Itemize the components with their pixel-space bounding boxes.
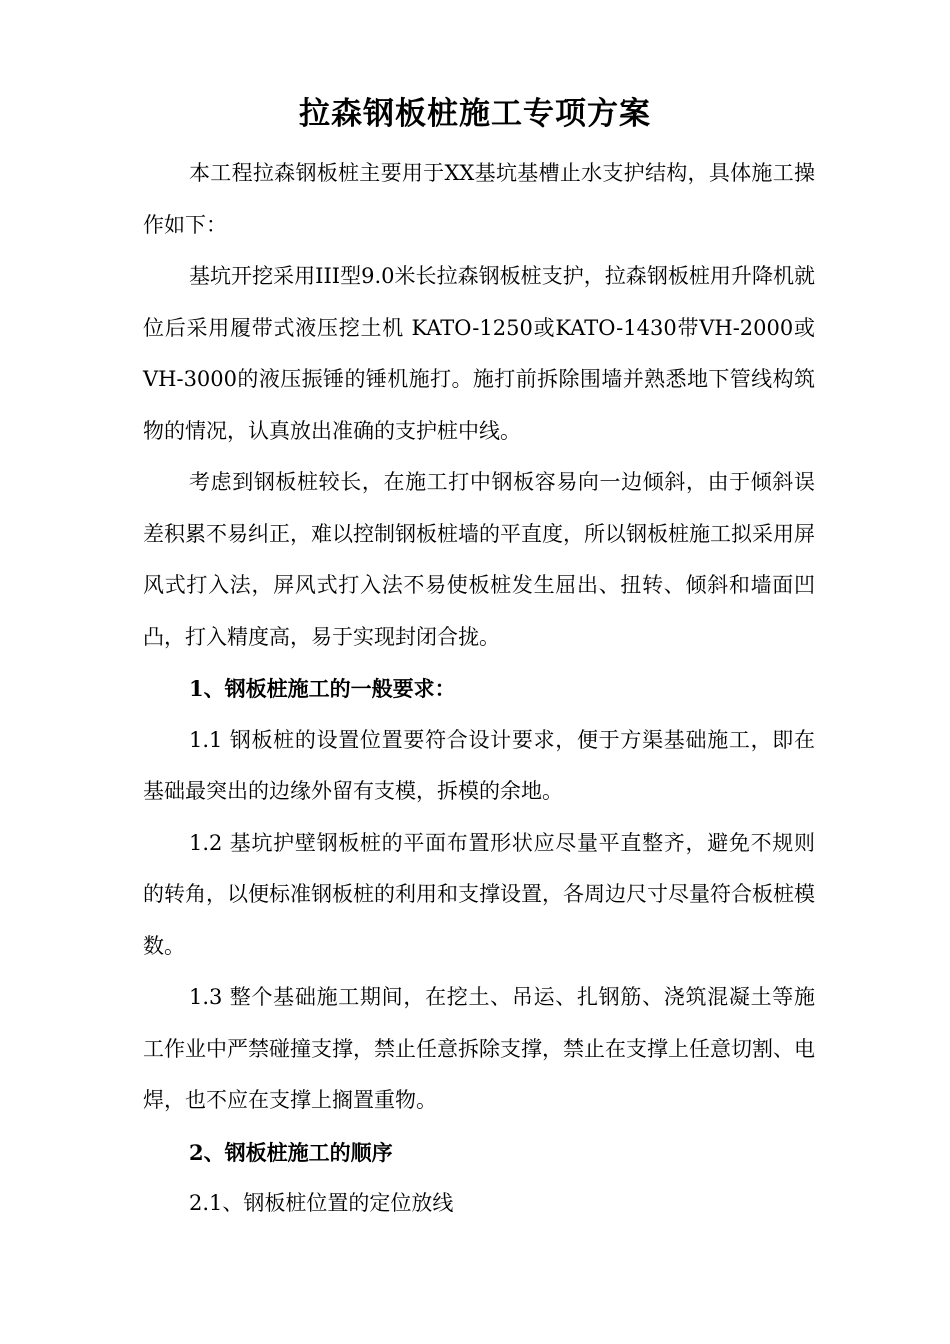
document-title: 拉森钢板桩施工专项方案 (299, 96, 651, 132)
paragraph-intro: 本工程拉森钢板桩主要用于XX基坑基槽止水支护结构，具体施工操作如下： (143, 161, 815, 237)
section-heading-2: 2、钢板桩施工的顺序 (189, 1139, 393, 1165)
paragraph-2-1: 2.1、钢板桩位置的定位放线 (189, 1191, 454, 1215)
paragraph-method: 考虑到钢板桩较长，在施工打中钢板容易向一边倾斜，由于倾斜误差积累不易纠正，难以控制钢板桩墙的平直度，所以钢板桩施工拟采用屏风式打入法，屏风式打入法不易使板桩发生屈出、扭转、倾斜和墙面凹凸，打入精度高，易于实现封闭合拢。 (143, 470, 815, 649)
paragraph-1-2: 1.2 基坑护壁钢板桩的平面布置形状应尽量平直整齐，避免不规则的转角，以便标准钢板桩的利用和支撑设置，各周边尺寸尽量符合板桩模数。 (143, 830, 815, 958)
paragraph-1-1: 1.1 钢板桩的设置位置要符合设计要求，便于方渠基础施工，即在基础最突出的边缘外留有支模，拆模的余地。 (143, 727, 815, 803)
section-heading-1: 1、钢板桩施工的一般要求： (189, 676, 456, 701)
paragraph-excavation: 基坑开挖采用III型9.0米长拉森钢板桩支护，拉森钢板桩用升降机就位后采用履带式液压挖土机 KATO-1250或KATO-1430带VH-2000或VH-3000的液压振锤的锤机施打。施打前拆除围墙并熟悉地下管线构筑物的情况，认真放出准确的支护桩中线。 (143, 264, 815, 443)
document-body (143, 148, 815, 1230)
paragraph-1-3: 1.3 整个基础施工期间，在挖土、吊运、扎钢筋、浇筑混凝土等施工作业中严禁碰撞支撑，禁止任意拆除支撑，禁止在支撑上任意切割、电焊，也不应在支撑上搁置重物。 (143, 985, 815, 1112)
